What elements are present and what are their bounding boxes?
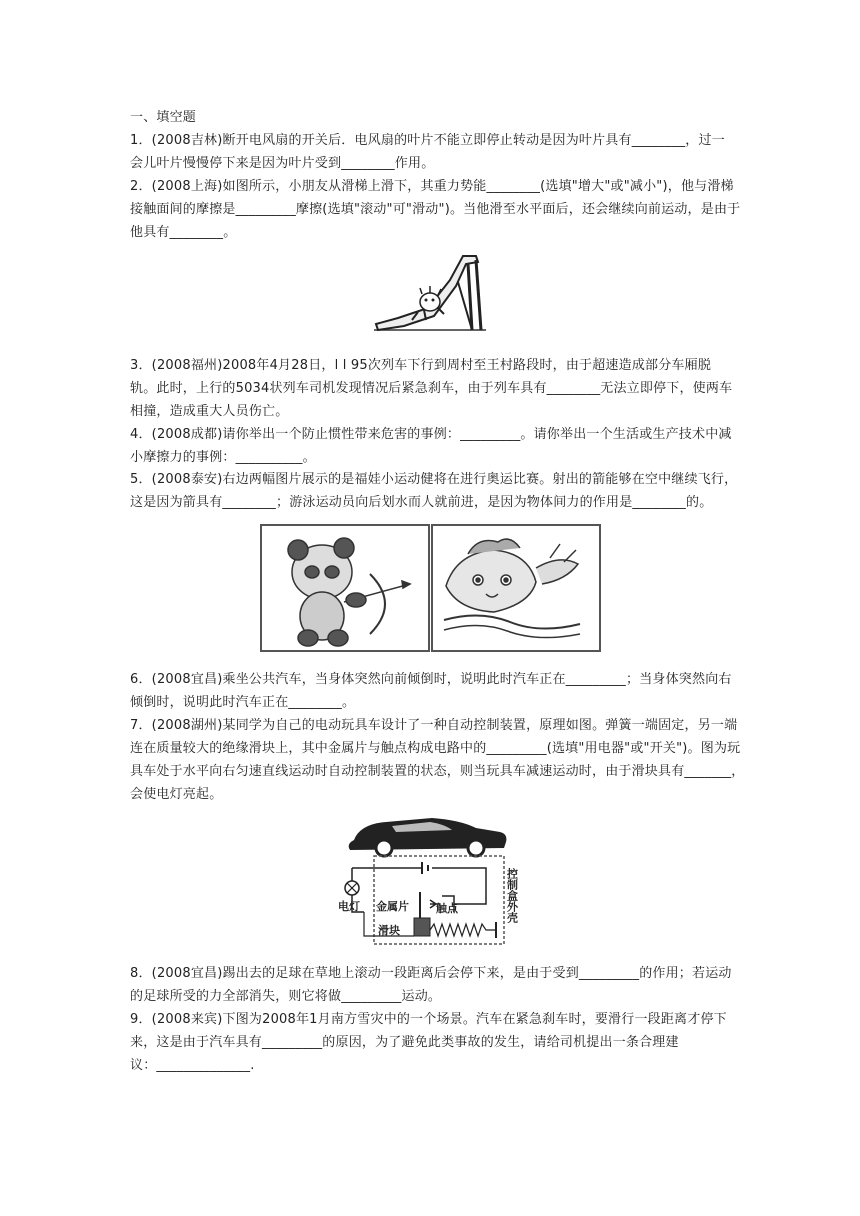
question-5-line-1: 5．(2008泰安)右边两幅图片展示的是福娃小运动健将在进行奥运比赛。射出的箭能够在空中继续飞行， bbox=[130, 472, 738, 487]
question-3-line-1: 3．(2008福州)2008年4月28日，l l 95次列车下行到周村至王村路段时，由于超速造成部分车厢脱 bbox=[130, 358, 712, 373]
question-7-line-1: 7．(2008湖州)某同学为自己的电动玩具车设计了一种自动控制装置，原理如图。弹簧一端固定，另一端 bbox=[130, 718, 738, 733]
question-4-line-1: 4．(2008成都)请你举出一个防止惯性带来危害的事例：_________。请你举出一个生活或生产技术中减 bbox=[130, 427, 732, 442]
question-7-line-4: 会使电灯亮起。 bbox=[130, 787, 223, 802]
question-9-line-2: 来，这是由于汽车具有_________的原因，为了避免此类事故的发生，请给司机提出一条合理建 bbox=[130, 1035, 679, 1050]
olympic-mascots-figure bbox=[260, 524, 602, 652]
question-9-line-3: 议：______________. bbox=[130, 1058, 255, 1073]
question-1-line-2: 会儿叶片慢慢停下来是因为叶片受到________作用。 bbox=[130, 156, 435, 171]
toy-car-circuit-figure bbox=[336, 812, 524, 954]
question-3-line-2: 轨。此时，上行的5034状列车司机发现情况后紧急刹车，由于列车具有________无法立即停下，使两车 bbox=[130, 381, 733, 396]
section-title: 一、填空题 bbox=[130, 110, 197, 125]
question-7-line-2: 连在质量较大的绝缘滑块上，其中金属片与触点构成电路中的_________(选填"用电器"或"开关")。图为玩 bbox=[130, 741, 741, 756]
question-8-line-2: 的足球所受的力全部消失，则它将做_________运动。 bbox=[130, 989, 442, 1004]
car-icon bbox=[349, 818, 507, 856]
question-2-line-3: 他具有________。 bbox=[130, 225, 237, 240]
circuit-label-lamp: 电灯 bbox=[338, 900, 360, 913]
question-7-line-3: 具车处于水平向右匀速直线运动时自动控制装置的状态，则当玩具车减速运动时，由于滑块具有_______， bbox=[130, 764, 745, 779]
lamp-icon bbox=[345, 881, 359, 895]
question-4-line-2: 小摩擦力的事例：__________。 bbox=[130, 450, 316, 465]
circuit-label-metal: 金属片 bbox=[376, 900, 409, 913]
question-3-line-3: 相撞，造成重大人员伤亡。 bbox=[130, 404, 289, 419]
question-1-line-1: 1．(2008吉林)断开电风扇的开关后．电风扇的叶片不能立即停止转动是因为叶片具有________，过一 bbox=[130, 133, 725, 148]
question-9-line-1: 9．(2008来宾)下图为2008年1月南方雪灾中的一个场景。汽车在紧急刹车时，要滑行一段距离才停下 bbox=[130, 1012, 727, 1027]
question-6-line-2: 倾倒时，说明此时汽车正在________。 bbox=[130, 695, 356, 710]
question-5-line-2: 这是因为箭具有________；游泳运动员向后划水而人就前进，是因为物体间力的作用是________的。 bbox=[130, 495, 713, 510]
circuit-label-box: 控制盒外壳 bbox=[505, 868, 519, 923]
question-2-line-1: 2．(2008上海)如图所示，小朋友从滑梯上滑下，其重力势能________(选填"增大"或"减小")，他与滑梯 bbox=[130, 179, 734, 194]
question-8-line-1: 8．(2008宜昌)踢出去的足球在草地上滚动一段距离后会停下来，是由于受到_________的作用；若运动 bbox=[130, 966, 732, 981]
slide-figure bbox=[368, 250, 490, 336]
question-2-line-2: 接触面间的摩擦是_________摩擦(选填"滚动"可"滑动")。当他滑至水平面后，还会继续向前运动，是由于 bbox=[130, 202, 741, 217]
circuit-label-contact: 触点 bbox=[436, 902, 458, 915]
circuit-label-slider: 滑块 bbox=[378, 924, 400, 937]
question-6-line-1: 6．(2008宜昌)乘坐公共汽车，当身体突然向前倾倒时，说明此时汽车正在_________；当身体突然向右 bbox=[130, 672, 732, 687]
